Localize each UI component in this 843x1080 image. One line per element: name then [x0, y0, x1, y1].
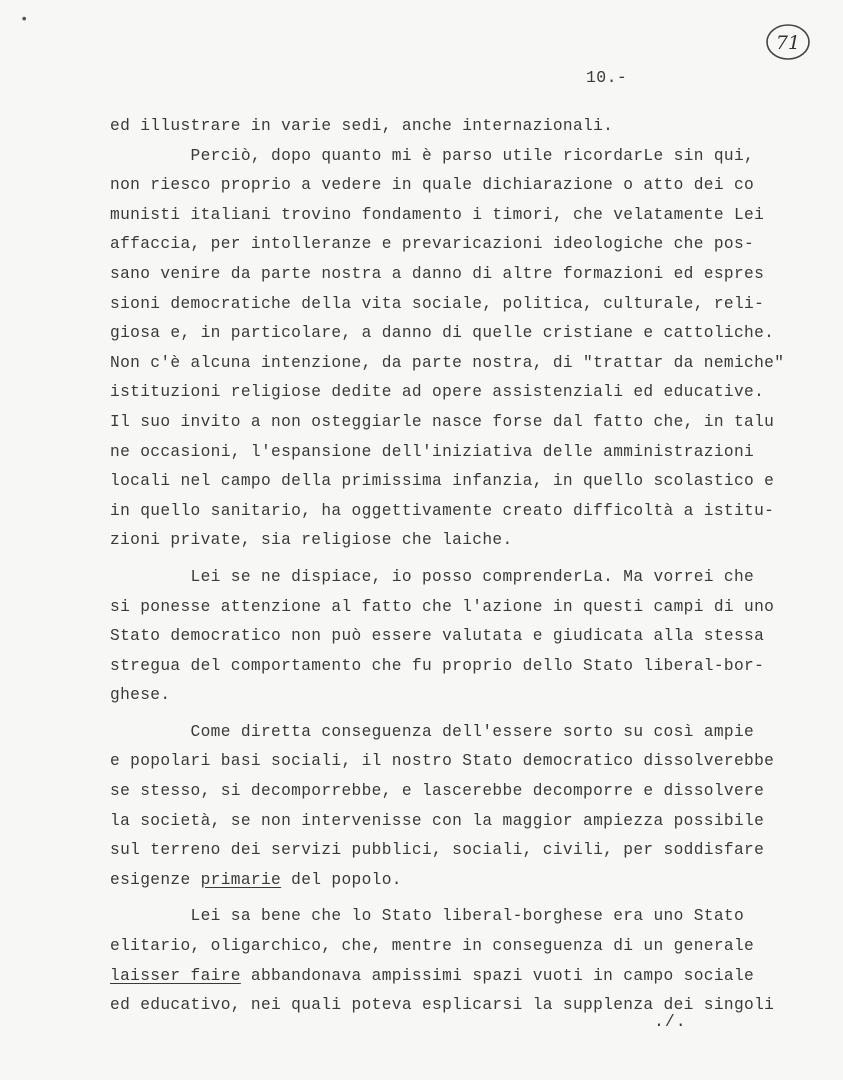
text-line: munisti italiani trovino fondamento i timori, che velatamente Lei	[110, 205, 765, 224]
text-line: non riesco proprio a vedere in quale dichiarazione o atto dei co	[110, 176, 755, 195]
text-line: Stato democratico non può essere valutata e giudicata alla stessa	[110, 627, 765, 646]
text-line: Lei se ne dispiace, io posso comprenderLa. Ma vorrei che	[110, 567, 755, 586]
text-line: se stesso, si decomporrebbe, e lascerebbe decomporre e dissolvere	[110, 782, 765, 801]
text-line: sul terreno dei servizi pubblici, sociali, civili, per soddisfare	[110, 841, 765, 860]
text-line: Non c'è alcuna intenzione, da parte nostra, di "trattar da nemiche"	[110, 353, 785, 372]
text-line: ghese.	[110, 686, 171, 705]
text-line: elitario, oligarchico, che, mentre in conseguenza di un generale	[110, 937, 755, 956]
text-line: sioni democratiche della vita sociale, politica, culturale, reli-	[110, 294, 765, 313]
underlined-word: primarie	[200, 870, 282, 889]
text-line: in quello sanitario, ha oggettivamente creato difficoltà a istitu-	[110, 501, 775, 520]
text-line: Il suo invito a non osteggiarle nasce forse dal fatto che, in talu	[110, 412, 775, 431]
text-line: esigenze primarie del popolo.	[110, 870, 402, 889]
text-line: la società, se non intervenisse con la maggior ampiezza possibile	[110, 811, 765, 830]
text-line: Lei sa bene che lo Stato liberal-borghese era uno Stato	[110, 907, 745, 926]
margin-dot: •	[20, 12, 29, 28]
text-line: ed educativo, nei quali poteva esplicarsi la supplenza dei singoli	[110, 996, 775, 1015]
text-line: affaccia, per intolleranze e prevaricazioni ideologiche che pos-	[110, 235, 755, 254]
text-line: istituzioni religiose dedite ad opere assistenziali ed educative.	[110, 383, 765, 402]
text-line: zioni private, sia religiose che laiche.	[110, 531, 513, 550]
text-line: Perciò, dopo quanto mi è parso utile ricordarLe sin qui,	[110, 146, 755, 165]
text-line: giosa e, in particolare, a danno di quelle cristiane e cattoliche.	[110, 324, 775, 343]
folio-number: 71	[775, 32, 801, 54]
text-line: si ponesse attenzione al fatto che l'azione in questi campi di uno	[110, 597, 775, 616]
text-line: ed illustrare in varie sedi, anche internazionali.	[110, 117, 614, 135]
text-line: ne occasioni, l'espansione dell'iniziativa delle amministrazioni	[110, 442, 755, 461]
folio-circle-icon	[764, 22, 812, 62]
text-line: stregua del comportamento che fu proprio dello Stato liberal-bor-	[110, 656, 765, 675]
text-line: e popolari basi sociali, il nostro Stato democratico dissolverebbe	[110, 752, 775, 771]
underlined-word: laisser faire	[110, 966, 241, 985]
text-line: locali nel campo della primissima infanzia, in quello scolastico e	[110, 472, 775, 491]
continuation-mark: ./.	[654, 1012, 687, 1031]
letter-body	[110, 112, 785, 1021]
text-line: laisser faire abbandonava ampissimi spazi vuoti in campo sociale	[110, 966, 755, 985]
page-number: 10.-	[586, 68, 628, 87]
text-line: sano venire da parte nostra a danno di altre formazioni ed espres	[110, 264, 765, 283]
handwritten-folio-stamp	[764, 22, 812, 62]
text-line: Come diretta conseguenza dell'essere sorto su così ampie	[110, 722, 755, 741]
